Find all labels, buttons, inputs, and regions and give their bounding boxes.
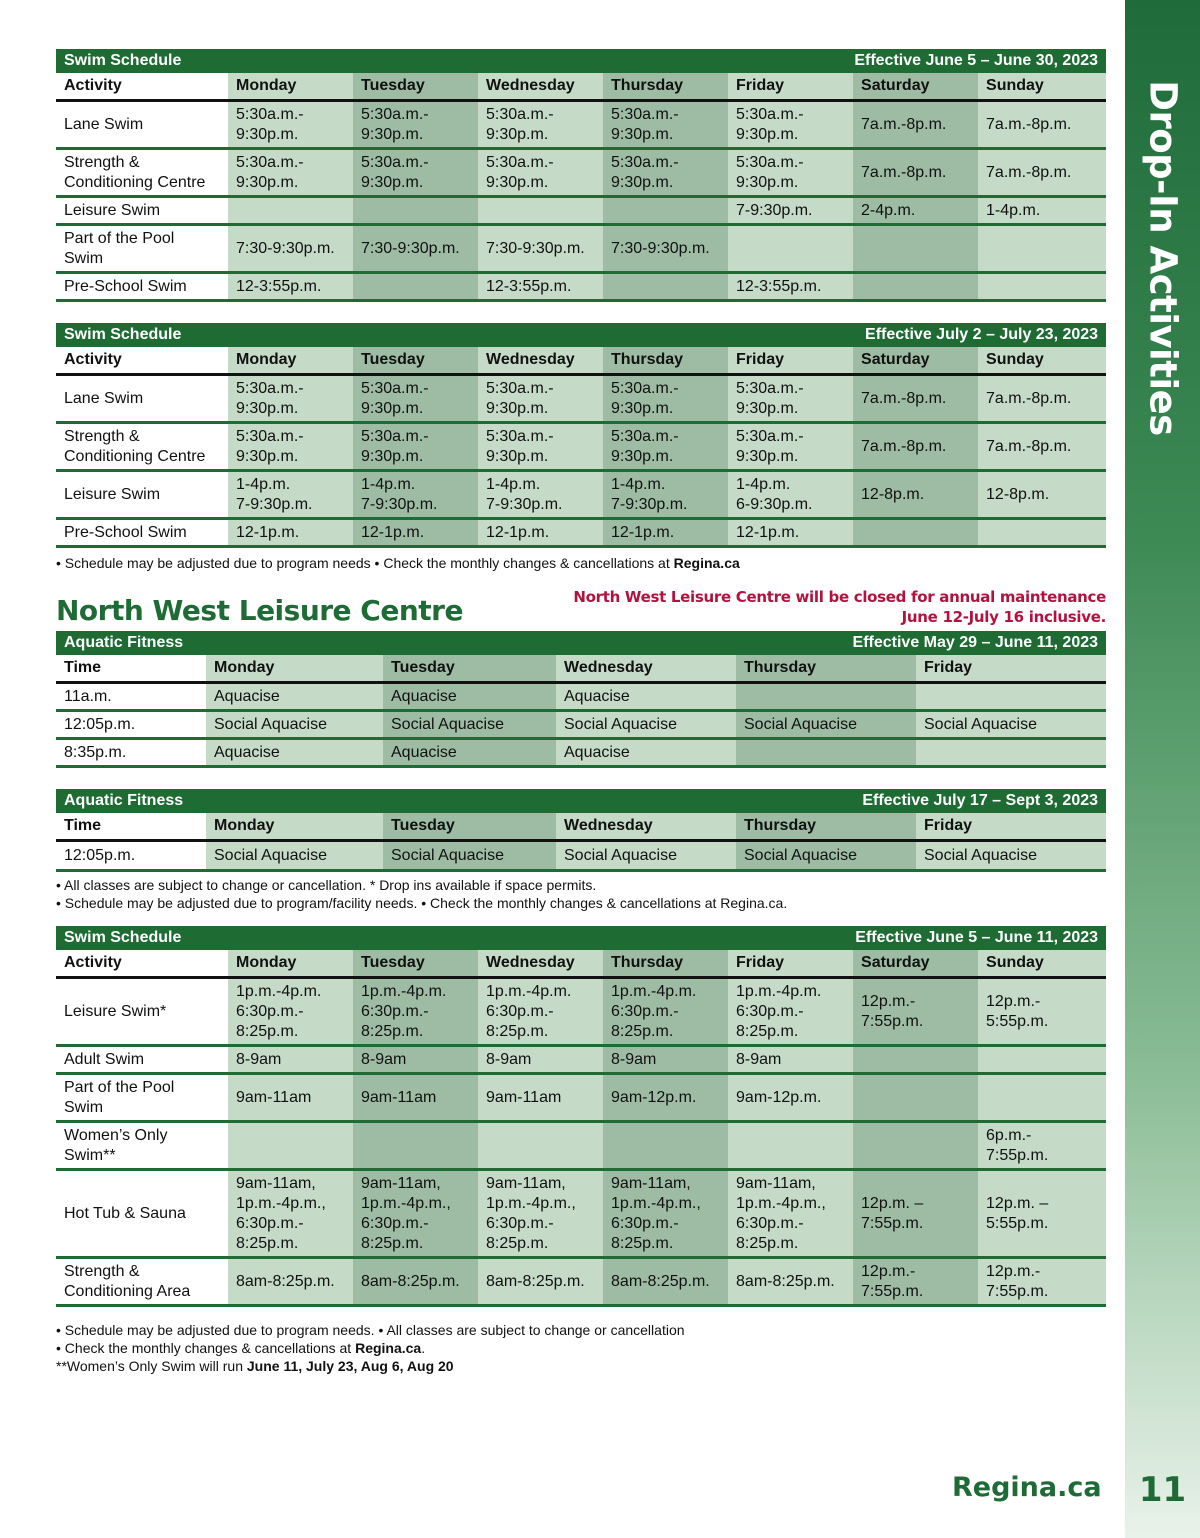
column-header: Monday	[228, 73, 353, 101]
schedule-cell: 1-4p.m. 7-9:30p.m.	[353, 471, 478, 519]
schedule-cell: 8-9am	[353, 1046, 478, 1074]
schedule-cell: 6p.m.- 7:55p.m.	[978, 1122, 1106, 1170]
schedule-cell: 5:30a.m.- 9:30p.m.	[728, 101, 853, 149]
table-row	[56, 739, 1106, 767]
row-label: Pre-School Swim	[56, 519, 228, 547]
schedule-cell: 5:30a.m.- 9:30p.m.	[603, 101, 728, 149]
womens-swim-dates: June 11, July 23, Aug 6, Aug 20	[246, 1358, 454, 1374]
schedule-cell	[853, 1046, 978, 1074]
header-row	[56, 655, 1106, 683]
row-label: Strength & Conditioning Centre	[56, 149, 228, 197]
table-title-band	[56, 789, 1106, 813]
row-label: Leisure Swim	[56, 471, 228, 519]
schedule-cell: 7a.m.-8p.m.	[978, 375, 1106, 423]
regina-link[interactable]: Regina.ca	[673, 555, 740, 571]
schedule-cell: Aquacise	[556, 739, 736, 767]
column-header: Tuesday	[353, 347, 478, 375]
schedule-cell: 8-9am	[603, 1046, 728, 1074]
row-label: Part of the Pool Swim	[56, 225, 228, 273]
table-title: Aquatic Fitness	[56, 631, 556, 655]
swim-note: • Schedule may be adjusted due to program needs • Check the monthly changes & cancellations at Regina.ca	[56, 555, 740, 571]
schedule-cell: 7a.m.-8p.m.	[853, 375, 978, 423]
table-title-band	[56, 926, 1106, 950]
schedule-cell: 5:30a.m.- 9:30p.m.	[603, 375, 728, 423]
schedule-cell: 7a.m.-8p.m.	[853, 101, 978, 149]
column-header: Friday	[728, 950, 853, 978]
schedule-cell: 8am-8:25p.m.	[728, 1258, 853, 1306]
schedule-cell	[853, 225, 978, 273]
schedule-cell: Social Aquacise	[916, 711, 1106, 739]
closure-notice: North West Leisure Centre will be closed for annual maintenance June 12-July 16 inclusive.	[573, 588, 1106, 626]
nw-swim-note: • Schedule may be adjusted due to program needs. • All classes are subject to change or cancellation • Check the monthly changes & cancellations at Regina.ca. **Women’s Only Swim will run June 11, July 23, Aug 6, Aug 20	[56, 1322, 685, 1374]
schedule-cell: 12-3:55p.m.	[478, 273, 603, 301]
schedule-cell: Aquacise	[556, 683, 736, 711]
schedule-cell: Aquacise	[383, 683, 556, 711]
schedule-cell: 8-9am	[228, 1046, 353, 1074]
column-header: Monday	[228, 950, 353, 978]
row-label: Strength & Conditioning Area	[56, 1258, 228, 1306]
table-title: Swim Schedule	[56, 323, 478, 347]
schedule-cell: 7:30-9:30p.m.	[603, 225, 728, 273]
column-header: Friday	[916, 813, 1106, 841]
schedule-cell	[978, 225, 1106, 273]
schedule-cell	[978, 519, 1106, 547]
schedule-cell	[853, 1122, 978, 1170]
schedule-cell: 5:30a.m.- 9:30p.m.	[478, 423, 603, 471]
header-row	[56, 347, 1106, 375]
row-label: Part of the Pool Swim	[56, 1074, 228, 1122]
schedule-cell: 9am-12p.m.	[728, 1074, 853, 1122]
column-header: Wednesday	[478, 73, 603, 101]
header-row	[56, 950, 1106, 978]
schedule-cell: 1p.m.-4p.m. 6:30p.m.- 8:25p.m.	[353, 978, 478, 1046]
schedule-cell: 12p.m.- 5:55p.m.	[978, 978, 1106, 1046]
schedule-cell: 12p.m. – 5:55p.m.	[978, 1170, 1106, 1258]
schedule-cell: 5:30a.m.- 9:30p.m.	[478, 101, 603, 149]
row-label: Leisure Swim*	[56, 978, 228, 1046]
schedule-cell: 12-8p.m.	[978, 471, 1106, 519]
schedule-cell	[978, 273, 1106, 301]
column-header: Wednesday	[478, 950, 603, 978]
schedule-cell	[478, 197, 603, 225]
row-label: Hot Tub & Sauna	[56, 1170, 228, 1258]
schedule-cell: 5:30a.m.- 9:30p.m.	[353, 101, 478, 149]
column-header: Sunday	[978, 73, 1106, 101]
schedule-cell: 12p.m.- 7:55p.m.	[853, 1258, 978, 1306]
schedule-cell	[603, 197, 728, 225]
header-row	[56, 813, 1106, 841]
column-header: Time	[56, 813, 206, 841]
column-header: Time	[56, 655, 206, 683]
schedule-cell: 12p.m.- 7:55p.m.	[978, 1258, 1106, 1306]
column-header: Tuesday	[383, 655, 556, 683]
column-header: Wednesday	[556, 813, 736, 841]
schedule-cell: Social Aquacise	[206, 841, 383, 871]
swim-schedule-july	[56, 323, 1106, 548]
row-label: Strength & Conditioning Centre	[56, 423, 228, 471]
schedule-cell: 8-9am	[728, 1046, 853, 1074]
schedule-cell: 7a.m.-8p.m.	[978, 101, 1106, 149]
schedule-cell: 5:30a.m.- 9:30p.m.	[353, 375, 478, 423]
column-header: Saturday	[853, 950, 978, 978]
table-row	[56, 1046, 1106, 1074]
schedule-cell: 12-8p.m.	[853, 471, 978, 519]
effective-dates: Effective May 29 – June 11, 2023	[556, 631, 1106, 655]
schedule-cell: 9am-11am	[478, 1074, 603, 1122]
schedule-cell: 8am-8:25p.m.	[603, 1258, 728, 1306]
table-row	[56, 683, 1106, 711]
schedule-cell: Social Aquacise	[206, 711, 383, 739]
table-title-band	[56, 49, 1106, 73]
schedule-cell: 5:30a.m.- 9:30p.m.	[478, 375, 603, 423]
table-row	[56, 978, 1106, 1046]
schedule-cell: 8am-8:25p.m.	[228, 1258, 353, 1306]
schedule-cell: 8-9am	[478, 1046, 603, 1074]
schedule-cell: 5:30a.m.- 9:30p.m.	[228, 149, 353, 197]
table-row	[56, 841, 1106, 871]
schedule-cell: 5:30a.m.- 9:30p.m.	[478, 149, 603, 197]
table-title-band	[56, 631, 1106, 655]
schedule-cell: Social Aquacise	[736, 841, 916, 871]
schedule-cell	[978, 1046, 1106, 1074]
schedule-cell: 2-4p.m.	[853, 197, 978, 225]
schedule-cell: 1-4p.m. 7-9:30p.m.	[603, 471, 728, 519]
row-label: Leisure Swim	[56, 197, 228, 225]
schedule-cell: 9am-11am, 1p.m.-4p.m., 6:30p.m.- 8:25p.m.	[228, 1170, 353, 1258]
column-header: Thursday	[603, 950, 728, 978]
schedule-cell: 9am-11am, 1p.m.-4p.m., 6:30p.m.- 8:25p.m.	[353, 1170, 478, 1258]
effective-dates: Effective July 2 – July 23, 2023	[478, 323, 1106, 347]
row-label: 8:35p.m.	[56, 739, 206, 767]
column-header: Friday	[728, 347, 853, 375]
schedule-cell: 5:30a.m.- 9:30p.m.	[728, 375, 853, 423]
schedule-cell	[916, 739, 1106, 767]
schedule-cell: 9am-11am, 1p.m.-4p.m., 6:30p.m.- 8:25p.m.	[603, 1170, 728, 1258]
schedule-cell: 5:30a.m.- 9:30p.m.	[228, 375, 353, 423]
schedule-cell: Social Aquacise	[556, 841, 736, 871]
table-row	[56, 101, 1106, 149]
table-title: Aquatic Fitness	[56, 789, 556, 813]
schedule-cell: 12-1p.m.	[353, 519, 478, 547]
row-label: Women’s Only Swim**	[56, 1122, 228, 1170]
schedule-cell: 7a.m.-8p.m.	[978, 149, 1106, 197]
column-header: Tuesday	[353, 950, 478, 978]
schedule-cell: Aquacise	[383, 739, 556, 767]
schedule-cell	[916, 683, 1106, 711]
table-row	[56, 1074, 1106, 1122]
aquatic-fitness-may	[56, 631, 1106, 768]
row-label: 12:05p.m.	[56, 841, 206, 871]
schedule-cell: 12-1p.m.	[603, 519, 728, 547]
column-header: Saturday	[853, 73, 978, 101]
schedule-cell	[353, 197, 478, 225]
column-header: Sunday	[978, 347, 1106, 375]
schedule-cell: 7a.m.-8p.m.	[853, 149, 978, 197]
schedule-cell	[228, 1122, 353, 1170]
schedule-cell	[978, 1074, 1106, 1122]
aquatic-note: • All classes are subject to change or cancellation. * Drop ins available if space permits. • Schedule may be adjusted due to program/facility needs. • Check the monthly changes & cancellations at Regina.ca.	[56, 877, 788, 911]
column-header: Tuesday	[353, 73, 478, 101]
section-title: North West Leisure Centre	[56, 594, 463, 627]
effective-dates: Effective June 5 – June 30, 2023	[478, 49, 1106, 73]
schedule-cell: Social Aquacise	[383, 841, 556, 871]
column-header: Thursday	[736, 813, 916, 841]
table-row	[56, 1170, 1106, 1258]
swim-schedule-june	[56, 49, 1106, 302]
table-row	[56, 149, 1106, 197]
schedule-cell: 7:30-9:30p.m.	[353, 225, 478, 273]
column-header: Thursday	[603, 73, 728, 101]
row-label: Adult Swim	[56, 1046, 228, 1074]
schedule-cell	[478, 1122, 603, 1170]
schedule-cell: 9am-11am, 1p.m.-4p.m., 6:30p.m.- 8:25p.m.	[478, 1170, 603, 1258]
schedule-cell: 1p.m.-4p.m. 6:30p.m.- 8:25p.m.	[728, 978, 853, 1046]
column-header: Wednesday	[556, 655, 736, 683]
schedule-cell	[353, 273, 478, 301]
schedule-cell	[728, 225, 853, 273]
schedule-cell: Social Aquacise	[556, 711, 736, 739]
regina-link[interactable]: Regina.ca	[355, 1340, 422, 1356]
table-row	[56, 519, 1106, 547]
schedule-cell	[353, 1122, 478, 1170]
column-header: Activity	[56, 347, 228, 375]
schedule-cell: 5:30a.m.- 9:30p.m.	[228, 423, 353, 471]
schedule-cell	[728, 1122, 853, 1170]
effective-dates: Effective June 5 – June 11, 2023	[478, 926, 1106, 950]
table-row	[56, 711, 1106, 739]
schedule-cell: Aquacise	[206, 739, 383, 767]
schedule-cell	[603, 273, 728, 301]
column-header: Friday	[916, 655, 1106, 683]
side-banner	[1125, 0, 1200, 1538]
column-header: Friday	[728, 73, 853, 101]
schedule-cell	[853, 273, 978, 301]
schedule-cell: 7-9:30p.m.	[728, 197, 853, 225]
column-header: Thursday	[736, 655, 916, 683]
table-row	[56, 423, 1106, 471]
schedule-cell	[228, 197, 353, 225]
schedule-cell: 12-3:55p.m.	[228, 273, 353, 301]
column-header: Thursday	[603, 347, 728, 375]
table-title: Swim Schedule	[56, 926, 478, 950]
schedule-cell: 9am-11am, 1p.m.-4p.m., 6:30p.m.- 8:25p.m.	[728, 1170, 853, 1258]
row-label: Pre-School Swim	[56, 273, 228, 301]
schedule-cell: 1-4p.m. 7-9:30p.m.	[478, 471, 603, 519]
schedule-cell: 5:30a.m.- 9:30p.m.	[603, 149, 728, 197]
column-header: Tuesday	[383, 813, 556, 841]
table-title: Swim Schedule	[56, 49, 478, 73]
schedule-cell: 1-4p.m. 7-9:30p.m.	[228, 471, 353, 519]
page-number: 11	[1138, 1470, 1187, 1510]
schedule-cell	[603, 1122, 728, 1170]
column-header: Activity	[56, 73, 228, 101]
schedule-cell: 7a.m.-8p.m.	[978, 423, 1106, 471]
schedule-cell: 5:30a.m.- 9:30p.m.	[353, 149, 478, 197]
schedule-cell: 1p.m.-4p.m. 6:30p.m.- 8:25p.m.	[478, 978, 603, 1046]
schedule-cell: 12p.m.- 7:55p.m.	[853, 978, 978, 1046]
schedule-cell: Social Aquacise	[383, 711, 556, 739]
schedule-cell: 1-4p.m. 6-9:30p.m.	[728, 471, 853, 519]
schedule-cell	[736, 683, 916, 711]
schedule-cell: Social Aquacise	[736, 711, 916, 739]
schedule-cell: Aquacise	[206, 683, 383, 711]
effective-dates: Effective July 17 – Sept 3, 2023	[556, 789, 1106, 813]
schedule-cell: 12-1p.m.	[228, 519, 353, 547]
column-header: Activity	[56, 950, 228, 978]
schedule-cell: 1-4p.m.	[978, 197, 1106, 225]
table-row	[56, 375, 1106, 423]
schedule-cell: 12-1p.m.	[728, 519, 853, 547]
table-row	[56, 273, 1106, 301]
row-label: 11a.m.	[56, 683, 206, 711]
column-header: Saturday	[853, 347, 978, 375]
schedule-cell	[853, 1074, 978, 1122]
table-row	[56, 1258, 1106, 1306]
column-header: Monday	[206, 813, 383, 841]
schedule-cell: 12-1p.m.	[478, 519, 603, 547]
schedule-cell: 5:30a.m.- 9:30p.m.	[353, 423, 478, 471]
row-label: Lane Swim	[56, 375, 228, 423]
table-title-band	[56, 323, 1106, 347]
schedule-cell: 8am-8:25p.m.	[478, 1258, 603, 1306]
row-label: 12:05p.m.	[56, 711, 206, 739]
schedule-cell: 1p.m.-4p.m. 6:30p.m.- 8:25p.m.	[228, 978, 353, 1046]
schedule-cell: 5:30a.m.- 9:30p.m.	[728, 423, 853, 471]
schedule-cell: 9am-12p.m.	[603, 1074, 728, 1122]
table-row	[56, 225, 1106, 273]
swim-schedule-nw	[56, 926, 1106, 1307]
column-header: Wednesday	[478, 347, 603, 375]
schedule-cell: 7:30-9:30p.m.	[478, 225, 603, 273]
table-row	[56, 197, 1106, 225]
column-header: Monday	[206, 655, 383, 683]
schedule-cell: 9am-11am	[228, 1074, 353, 1122]
schedule-cell: Social Aquacise	[916, 841, 1106, 871]
schedule-cell: 1p.m.-4p.m. 6:30p.m.- 8:25p.m.	[603, 978, 728, 1046]
schedule-cell: 12p.m. – 7:55p.m.	[853, 1170, 978, 1258]
column-header: Sunday	[978, 950, 1106, 978]
schedule-cell: 7a.m.-8p.m.	[853, 423, 978, 471]
aquatic-fitness-july	[56, 789, 1106, 872]
schedule-cell: 5:30a.m.- 9:30p.m.	[728, 149, 853, 197]
schedule-cell	[853, 519, 978, 547]
table-row	[56, 1122, 1106, 1170]
header-row	[56, 73, 1106, 101]
schedule-cell: 5:30a.m.- 9:30p.m.	[228, 101, 353, 149]
schedule-cell: 9am-11am	[353, 1074, 478, 1122]
schedule-cell: 5:30a.m.- 9:30p.m.	[603, 423, 728, 471]
row-label: Lane Swim	[56, 101, 228, 149]
column-header: Monday	[228, 347, 353, 375]
schedule-cell: 12-3:55p.m.	[728, 273, 853, 301]
schedule-cell: 7:30-9:30p.m.	[228, 225, 353, 273]
schedule-cell	[736, 739, 916, 767]
footer-site-link[interactable]: Regina.ca	[952, 1472, 1102, 1503]
table-row	[56, 471, 1106, 519]
side-title: Drop-In Activities	[1141, 80, 1184, 436]
schedule-cell: 8am-8:25p.m.	[353, 1258, 478, 1306]
